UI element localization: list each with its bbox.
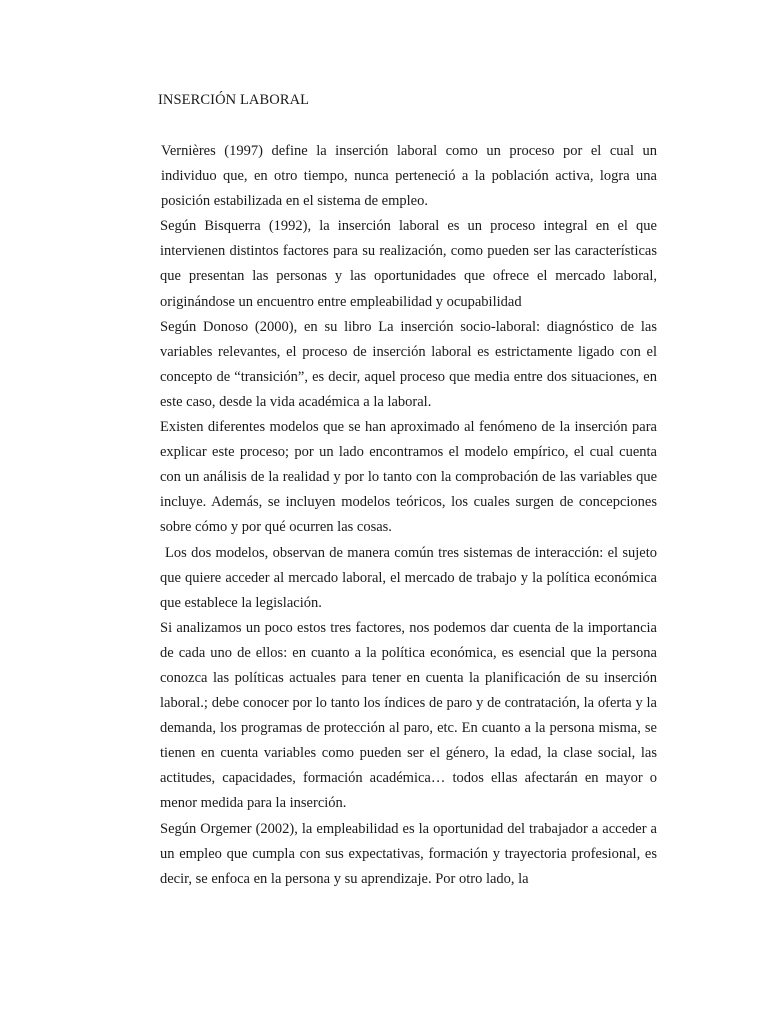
paragraph-donoso: Según Donoso (2000), en su libro La inserción socio-laboral: diagnóstico de las variables relevantes, el proceso de inserción laboral es estrictamente ligado con el concepto de “transición”, es decir, aquel proceso que media entre dos situaciones, en este caso, desde la vida académica a la laboral.	[160, 318, 657, 410]
paragraph-orgemer: Según Orgemer (2002), la empleabilidad es la oportunidad del trabajador a acceder a un empleo que cumpla con sus expectativas, formación y trayectoria profesional, es decir, se enfoca en la persona y su aprendizaje. Por otro lado, la	[160, 820, 657, 887]
paragraph-bisquerra: Según Bisquerra (1992), la inserción laboral es un proceso integral en el que intervienen distintos factores para su realización, como pueden ser las características que presentan las personas y las oportunidades que ofrece el mercado laboral, originándose un encuentro entre empleabilidad y ocupabilidad	[160, 218, 657, 310]
paragraph-tres-factores: Si analizamos un poco estos tres factores, nos podemos dar cuenta de la importancia de cada uno de ellos: en cuanto a la política económica, es esencial que la persona conozca las políticas actuales para tener en cuenta la planificación de su inserción laboral.; debe conocer por lo tanto los índices de paro y de contratación, la oferta y la demanda, los programas de protección al paro, etc. En cuanto a la persona misma, se tienen en cuenta variables como pueden ser el género, la edad, la clase social, las actitudes, capacidades, formación académica… todos ellas afectarán en mayor o menor medida para la inserción.	[160, 619, 657, 812]
paragraph-dos-modelos: Los dos modelos, observan de manera común tres sistemas de interacción: el sujeto que quiere acceder al mercado laboral, el mercado de trabajo y la política económica que establece la legislación.	[160, 544, 657, 611]
document-body	[160, 139, 657, 892]
paragraph-vernieres: Vernières (1997) define la inserción laboral como un proceso por el cual un individuo que, en otro tiempo, nunca perteneció a la población activa, logra una posición estabilizada en el sistema de empleo.	[161, 143, 657, 210]
paragraph-modelos: Existen diferentes modelos que se han aproximado al fenómeno de la inserción para explicar este proceso; por un lado encontramos el modelo empírico, el cual cuenta con un análisis de la realidad y por lo tanto con la comprobación de las variables que incluye. Además, se incluyen modelos teóricos, los cuales surgen de concepciones sobre cómo y por qué ocurren las cosas.	[160, 419, 657, 536]
document-title: INSERCIÓN LABORAL	[158, 92, 310, 108]
